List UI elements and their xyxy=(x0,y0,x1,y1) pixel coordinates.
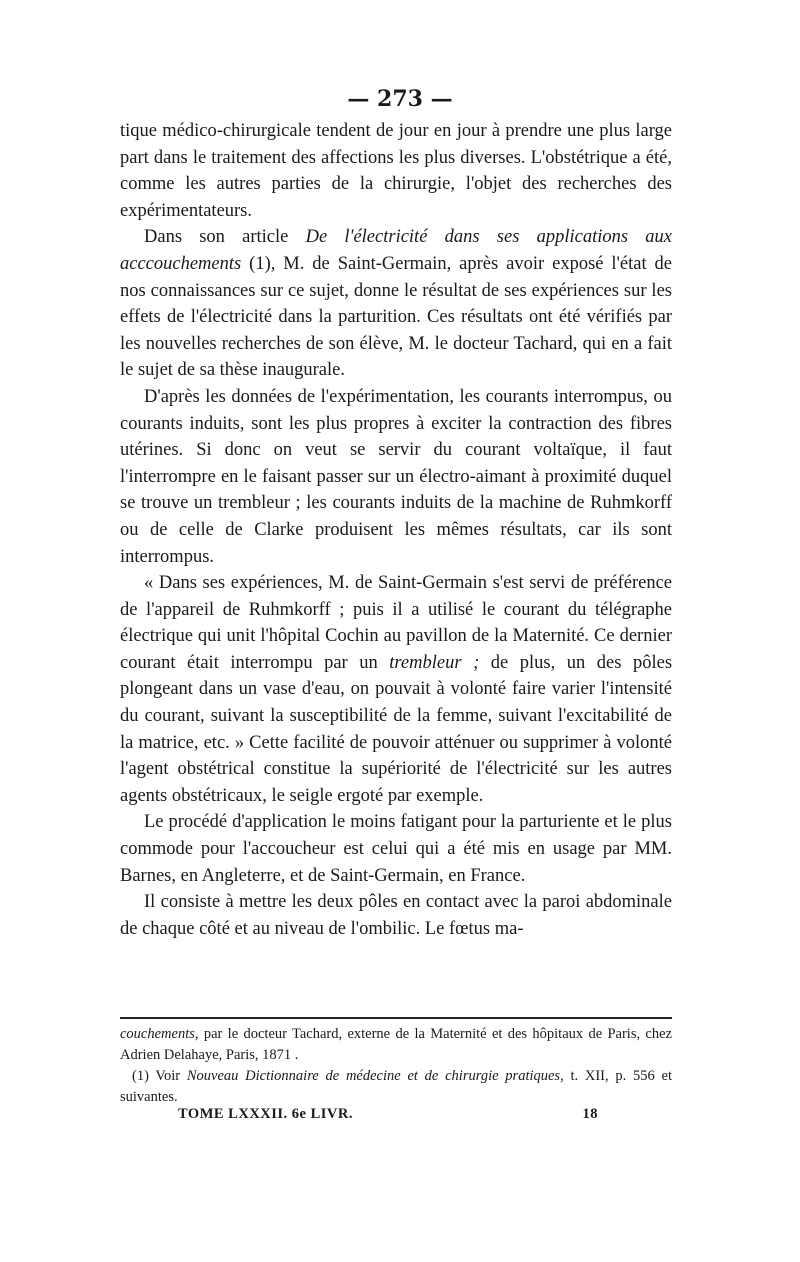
text-run: Le procédé d'application le moins fatigant pour la parturiente et le plus commode pour l'accoucheur est celui qui a été mis en usage par MM. Barnes, en Angleterre, et de Saint-Germain, en France. xyxy=(120,812,672,886)
footnote xyxy=(120,1066,672,1108)
signature-sheet-number: 18 xyxy=(582,1106,598,1122)
footnote-divider xyxy=(120,1017,672,1019)
body-text xyxy=(120,118,672,942)
paragraph xyxy=(120,809,672,889)
text-run: « Dans ses expériences, M. de Saint-Germain s'est servi de préférence de l'appareil de Ruhmkorff ; puis il a utilisé le courant du télégraphe électrique qui unit l'hôpital Cochin au pavillon de la Maternité. Ce dernier courant était interrompu par un xyxy=(120,573,672,673)
paragraph xyxy=(120,889,672,942)
footnote xyxy=(120,1024,672,1066)
text-run: Dans son article xyxy=(144,227,306,248)
text-run: t. XII, p. 556 et suivantes. xyxy=(120,1068,672,1105)
italic-text: trembleur ; xyxy=(389,652,480,673)
paragraph xyxy=(120,384,672,570)
italic-text: De l'électricité dans ses applications aux acccouchements xyxy=(120,227,672,274)
text-run: tique médico-chirurgicale tendent de jour en jour à prendre une plus large part dans le traitement des affections les plus diverses. L'obstétrique a été, comme les autres parties de la chirurgie, l'objet des recherches des expérimentateurs. xyxy=(120,121,672,221)
text-run: (1) Voir xyxy=(132,1068,187,1084)
footnotes xyxy=(120,1024,672,1108)
text-run: par le docteur Tachard, externe de la Maternité et des hôpitaux de Paris, chez Adrien Delahaye, Paris, 1871 . xyxy=(120,1026,672,1063)
paragraph xyxy=(120,224,672,384)
paragraph xyxy=(120,570,672,809)
page-number: — 273 — xyxy=(347,86,453,112)
text-run: de plus, un des pôles plongeant dans un vase d'eau, on pouvait à volonté faire varier l'intensité du courant, suivant la susceptibilité de la femme, suivant l'excitabilité de la matrice, etc. » Cette facilité de pouvoir atténuer ou supprimer à volonté l'agent obstétrical constitue la supériorité de l'électricité sur les autres agents obstétricaux, le seigle ergoté par exemple. xyxy=(120,652,673,806)
printer-signature xyxy=(178,1106,598,1123)
text-run: D'après les données de l'expérimentation, les courants interrompus, ou courants induits, sont les plus propres à exciter la contraction des fibres utérines. Si donc on veut se servir du courant voltaïque, il faut l'interrompre en le faisant passer sur un électro-aimant à proximité duquel se trouve un trembleur ; les courants induits de la machine de Ruhmkorff ou de celle de Clarke produisent les mêmes résultats, car ils sont interrompus. xyxy=(120,386,672,567)
text-run: Il consiste à mettre les deux pôles en contact avec la paroi abdominale de chaque côté et au niveau de l'ombilic. Le fœtus ma- xyxy=(120,892,672,939)
italic-text: couchements, xyxy=(120,1026,199,1042)
paragraph xyxy=(120,118,672,224)
signature-volume: TOME LXXXII. 6e LIVR. xyxy=(178,1106,353,1122)
italic-text: Nouveau Dictionnaire de médecine et de chirurgie pratiques, xyxy=(186,1068,564,1084)
text-run: (1), M. de Saint-Germain, après avoir exposé l'état de nos connaissances sur ce sujet, donne le résultat de ses expériences sur les effets de l'électricité dans la parturition. Ces résultats ont été vérifiés par les nouvelles recherches de son élève, M. le docteur Tachard, qui en a fait le sujet de sa thèse inaugurale. xyxy=(120,253,672,381)
